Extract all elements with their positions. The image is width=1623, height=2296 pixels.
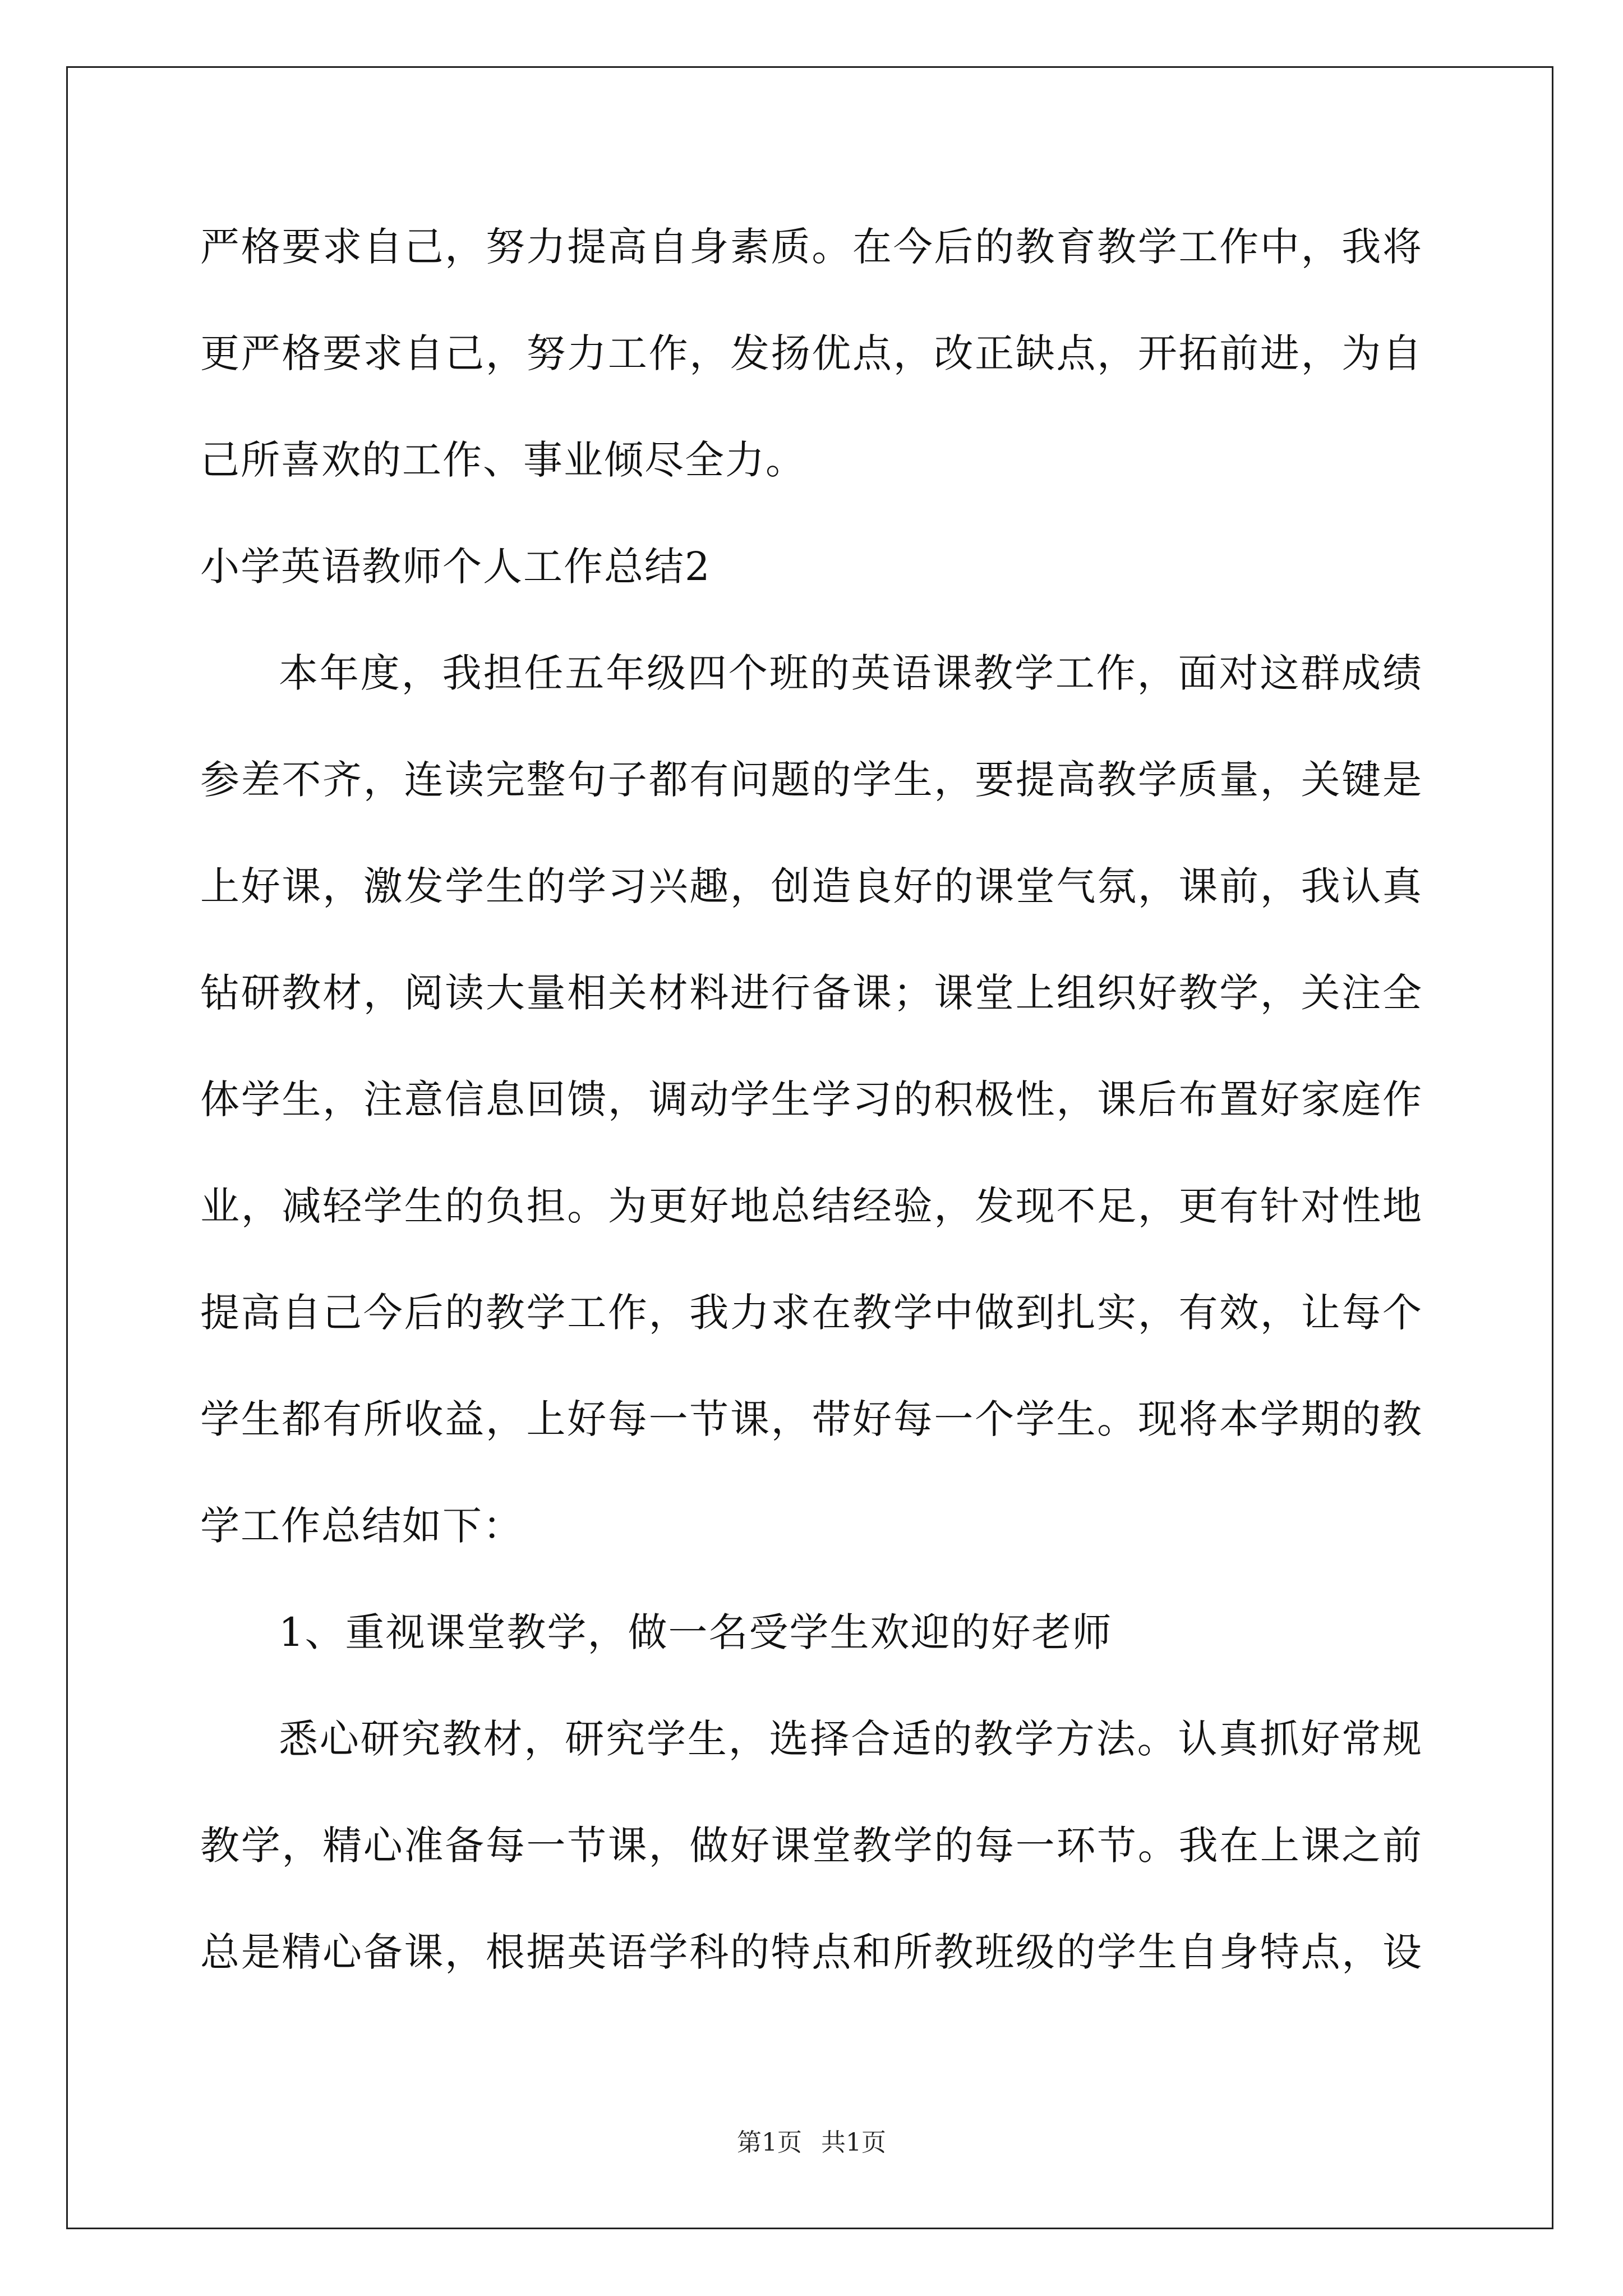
paragraph-line: 学工作总结如下：	[200, 1503, 523, 1549]
page-footer	[0, 2127, 1623, 2159]
paragraph-line: 教学，精心准备每一节课，做好课堂教学的每一环节。我在上课之前	[200, 1823, 1423, 1869]
section-heading: 小学英语教师个人工作总结2	[200, 544, 711, 590]
page-number: 第1页	[737, 2128, 802, 2157]
paragraph-line: 严格要求自己，努力提高自身素质。在今后的教育教学工作中，我将	[200, 224, 1423, 270]
paragraph-line: 悉心研究教材，研究学生，选择合适的教学方法。认真抓好常规	[279, 1716, 1423, 1762]
paragraph-line: 总是精心备课，根据英语学科的特点和所教班级的学生自身特点，设	[200, 1929, 1423, 1975]
paragraph-line: 参差不齐，连读完整句子都有问题的学生，要提高教学质量，关键是	[200, 757, 1423, 803]
paragraph-line: 学生都有所收益，上好每一节课，带好每一个学生。现将本学期的教	[200, 1396, 1423, 1442]
paragraph-line: 己所喜欢的工作、事业倾尽全力。	[200, 437, 806, 483]
paragraph-line: 提高自己今后的教学工作，我力求在教学中做到扎实，有效，让每个	[200, 1290, 1423, 1336]
paragraph-line: 业，减轻学生的负担。为更好地总结经验，发现不足，更有针对性地	[200, 1183, 1423, 1229]
paragraph-line: 体学生，注意信息回馈，调动学生学习的积极性，课后布置好家庭作	[200, 1076, 1423, 1122]
paragraph-line: 更严格要求自己，努力工作，发扬优点，改正缺点，开拓前进，为自	[200, 330, 1423, 376]
paragraph-line: 上好课，激发学生的学习兴趣，创造良好的课堂气氛，课前，我认真	[200, 863, 1423, 909]
paragraph-line: 本年度，我担任五年级四个班的英语课教学工作，面对这群成绩	[279, 650, 1423, 696]
page-total: 共1页	[821, 2128, 886, 2157]
paragraph-line: 钻研教材，阅读大量相关材料进行备课；课堂上组织好教学，关注全	[200, 970, 1423, 1016]
page-border	[66, 66, 1553, 2229]
subsection-heading: 1、重视课堂教学，做一名受学生欢迎的好老师	[279, 1609, 1113, 1655]
